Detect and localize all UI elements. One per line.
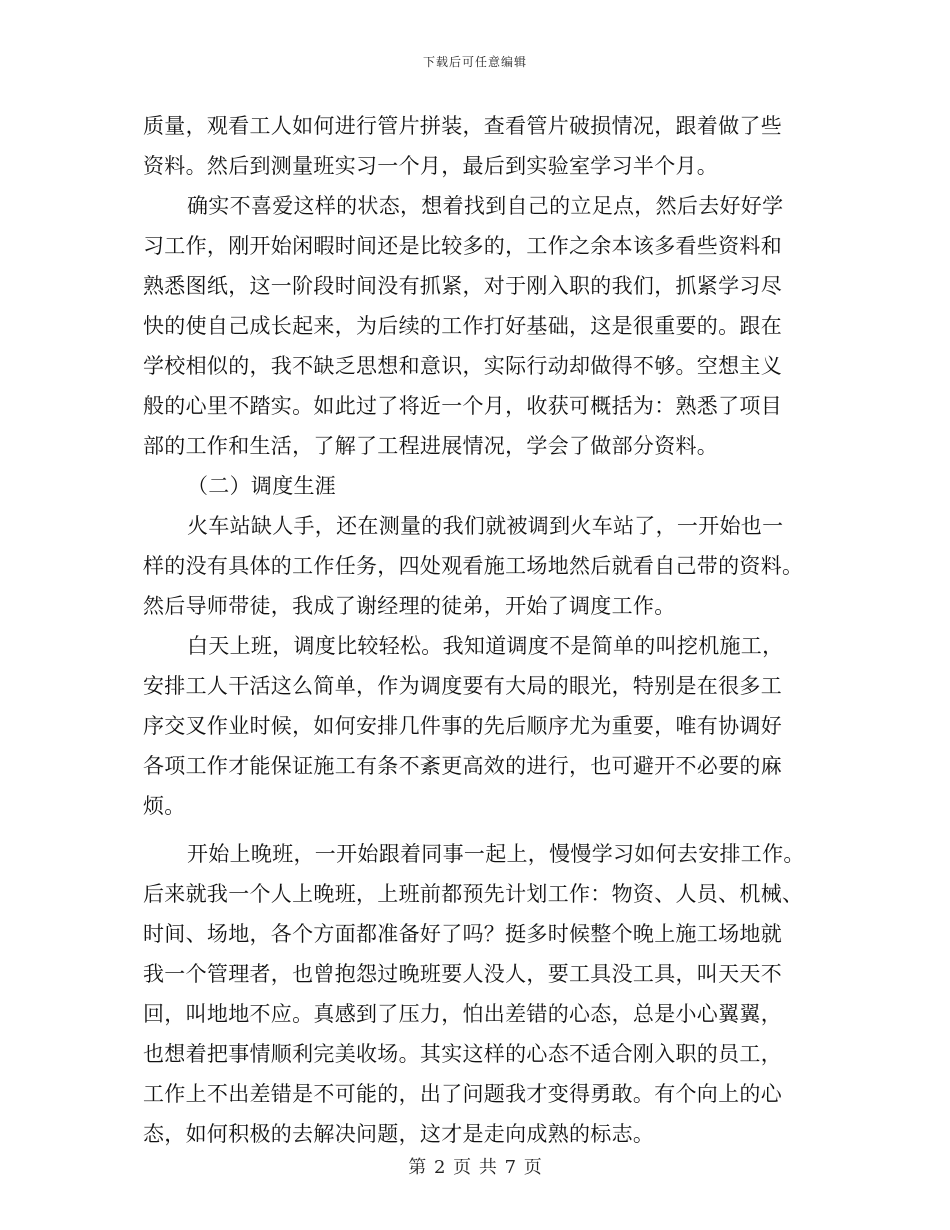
text-line: 学校相似的，我不缺乏思想和意识，实际行动却做得不够。空想主义 [143, 354, 782, 378]
document-body [143, 106, 811, 1154]
text-line: 样的没有具体的工作任务，四处观看施工场地然后就看自己带的资料。 [143, 554, 804, 578]
text-line: 后来就我一个人上晚班，上班前都预先计划工作：物资、人员、机械、 [143, 882, 804, 906]
text-line: 质量，观看工人如何进行管片拼装，查看管片破损情况，跟着做了些 [143, 114, 782, 138]
text-line: 回，叫地地不应。真感到了压力，怕出差错的心态，总是小心翼翼， [143, 1002, 782, 1026]
text-line: 熟悉图纸，这一阶段时间没有抓紧，对于刚入职的我们，抓紧学习尽 [143, 274, 782, 298]
text-line: 习工作，刚开始闲暇时间还是比较多的，工作之余本该多看些资料和 [143, 234, 782, 258]
text-line: 各项工作才能保证施工有条不紊更高效的进行，也可避开不必要的麻 [143, 754, 782, 778]
text-line: 部的工作和生活，了解了工程进展情况，学会了做部分资料。 [143, 434, 719, 458]
text-line: 般的心里不踏实。如此过了将近一个月，收获可概括为：熟悉了项目 [143, 394, 782, 418]
text-line: 然后导师带徒，我成了谢经理的徒弟，开始了调度工作。 [143, 594, 676, 618]
text-line: 我一个管理者，也曾抱怨过晚班要人没人，要工具没工具，叫天天不 [143, 962, 782, 986]
text-line: 烦。 [143, 794, 186, 818]
paragraph-start-line: 火车站缺人手，还在测量的我们就被调到火车站了，一开始也一 [187, 514, 784, 538]
paragraph-start-line: 白天上班，调度比较轻松。我知道调度不是简单的叫挖机施工， [187, 634, 784, 658]
paragraph-start-line: 确实不喜爱这样的状态，想着找到自己的立足点，然后去好好学 [187, 194, 784, 218]
text-line: 序交叉作业时候，如何安排几件事的先后顺序尤为重要，唯有协调好 [143, 714, 782, 738]
text-line: 快的使自己成长起来，为后续的工作打好基础，这是很重要的。跟在 [143, 314, 782, 338]
text-line: 也想着把事情顺利完美收场。其实这样的心态不适合刚入职的员工， [143, 1042, 782, 1066]
page-header-note: 下载后可任意编辑 [422, 55, 527, 69]
text-line: 安排工人干活这么简单，作为调度要有大局的眼光，特别是在很多工 [143, 674, 782, 698]
page-number-footer: 第 2 页 共 7 页 [408, 1157, 542, 1178]
text-line: 工作上不出差错是不可能的，出了问题我才变得勇敢。有个向上的心 [143, 1082, 782, 1106]
text-line: 态，如何积极的去解决问题，这才是走向成熟的标志。 [143, 1122, 655, 1146]
section-heading: （二）调度生涯 [187, 474, 337, 498]
text-line: 时间、场地，各个方面都准备好了吗？挺多时候整个晚上施工场地就 [143, 922, 782, 946]
text-line: 资料。然后到测量班实习一个月，最后到实验室学习半个月。 [143, 154, 719, 178]
paragraph-start-line: 开始上晚班，一开始跟着同事一起上，慢慢学习如何去安排工作。 [187, 842, 805, 866]
